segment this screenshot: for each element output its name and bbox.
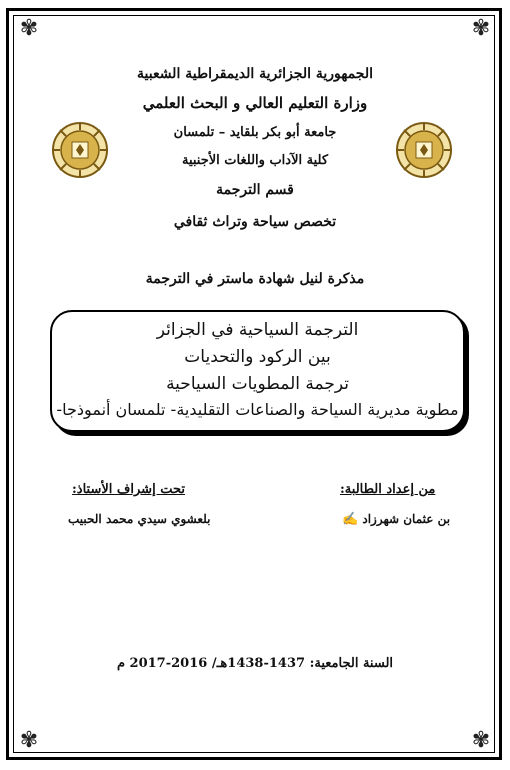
- republic-title: الجمهورية الجزائرية الديمقراطية الشعبية: [136, 66, 373, 82]
- university-emblem-icon: [394, 120, 454, 180]
- thesis-title-line: مطوية مديرية السياحة والصناعات التقليدية- تلمسان أنموذجا-: [56, 400, 459, 419]
- student-name: بن عثمان شهرزاد: [362, 512, 451, 526]
- department-name: قسم الترجمة: [216, 182, 294, 198]
- university-name: جامعة أبو بكر بلقايد – تلمسان: [173, 125, 337, 140]
- student-name-row: [338, 512, 450, 527]
- ornament-icon: ✾: [19, 16, 39, 41]
- supervisor-name: بلعشوي سيدي محمد الحبيب: [68, 512, 211, 526]
- ornament-icon: ✾: [471, 16, 491, 41]
- ornament-icon: ✾: [471, 728, 491, 753]
- faculty-name: كلية الآداب واللغات الأجنبية: [181, 153, 329, 168]
- supervisor-label: تحت إشراف الأستاذ:: [72, 482, 185, 497]
- university-emblem-icon: [50, 120, 110, 180]
- thesis-title-line: ترجمة المطويات السياحية: [166, 374, 349, 394]
- student-label: من إعداد الطالبة:: [340, 482, 436, 497]
- thesis-subtitle: مذكرة لنيل شهادة ماستر في الترجمة: [145, 271, 365, 287]
- thesis-title-line: بين الركود والتحديات: [184, 347, 331, 367]
- ornament-icon: ✾: [19, 728, 39, 753]
- thesis-title-box: [50, 310, 465, 432]
- specialty-name: تخصص سياحة وتراث ثقافي: [173, 214, 337, 230]
- academic-year: السنة الجامعية: 1437-1438هـ/ 2016-2017 م: [116, 656, 394, 671]
- thesis-title-line: الترجمة السياحية في الجزائر: [156, 320, 359, 340]
- pen-icon: ✍: [342, 512, 359, 527]
- ministry-title: وزارة التعليم العالي و البحث العلمي: [142, 94, 368, 112]
